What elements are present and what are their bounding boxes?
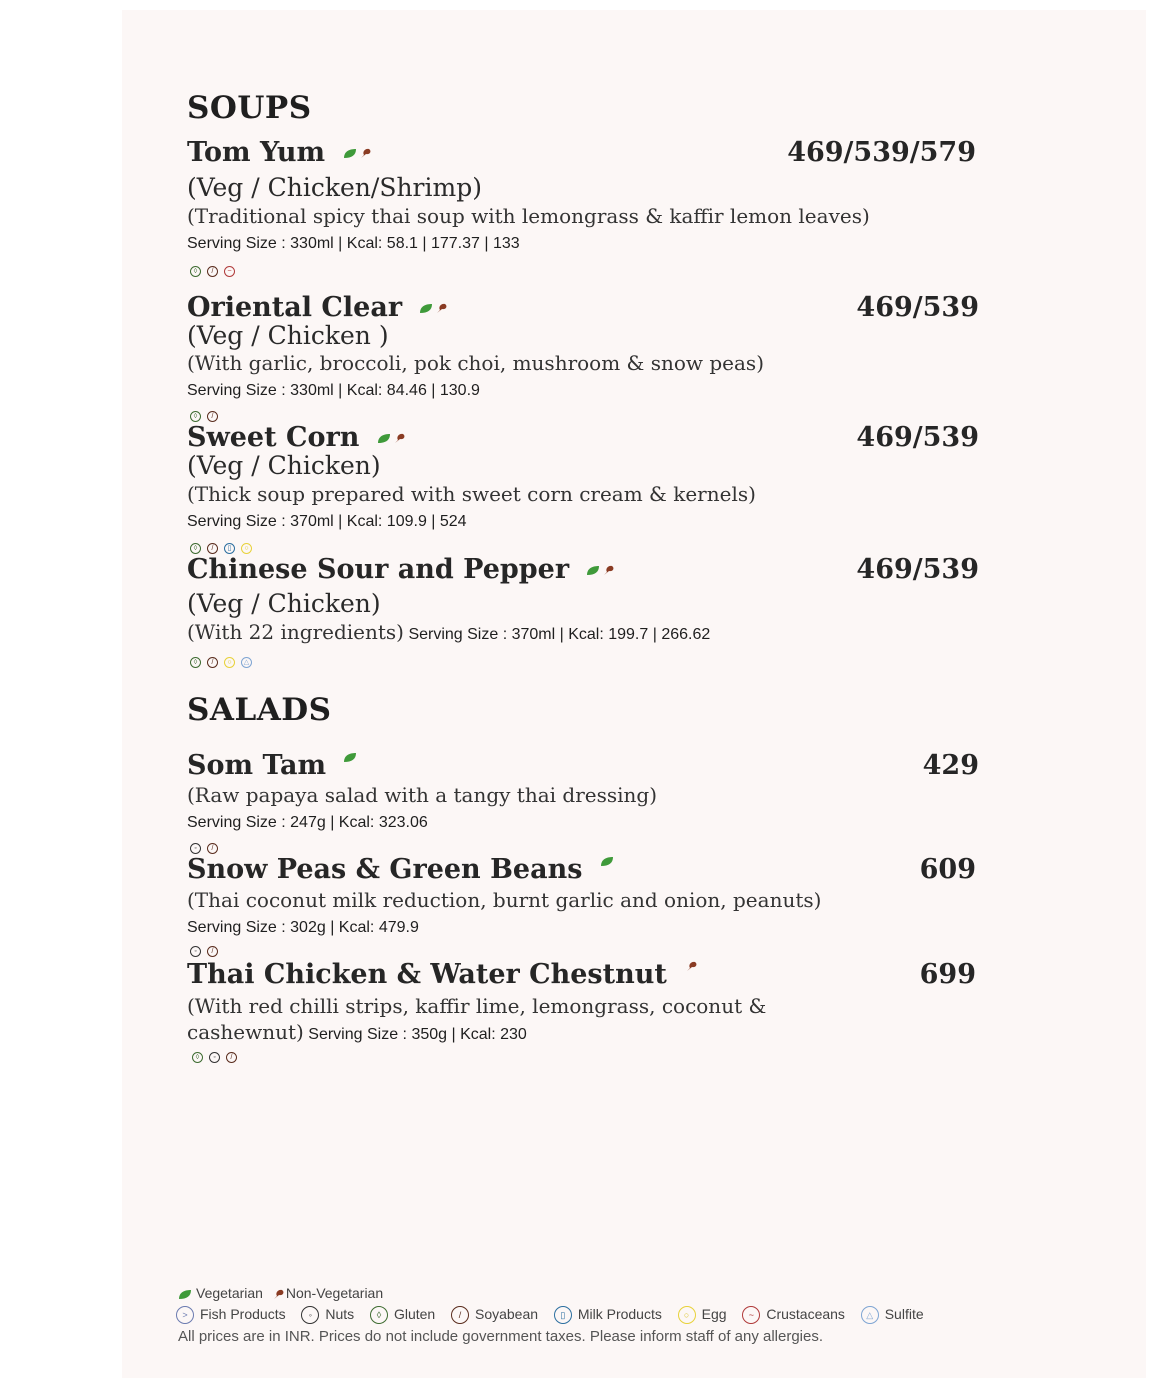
sulfite-icon: △	[241, 657, 252, 668]
non-veg-drumstick-icon	[271, 1289, 285, 1300]
legend-nuts: Nuts	[325, 1306, 355, 1322]
milk-icon: ▯	[224, 543, 235, 554]
options-sweet-corn: (Veg / Chicken)	[187, 451, 381, 480]
allergen-legend	[176, 1306, 924, 1324]
desc-oriental-clear: (With garlic, broccoli, pok choi, mushroom & snow peas)	[187, 351, 764, 375]
options-chinese-sour-pepper: (Veg / Chicken)	[187, 589, 381, 618]
dish-name-tom-yum: Tom Yum	[187, 137, 372, 168]
veg-leaf-icon	[178, 1289, 192, 1300]
allergen-row	[190, 940, 224, 958]
soybean-icon: /	[207, 411, 218, 422]
soybean-icon: /	[207, 543, 218, 554]
sulfite-icon: △	[861, 1306, 879, 1324]
veg-leaf-icon	[586, 565, 600, 576]
veg-leaf-icon	[600, 856, 614, 867]
non-veg-drumstick-icon	[358, 148, 372, 159]
allergen-row	[190, 537, 258, 555]
allergen-row	[192, 1046, 243, 1064]
legend-soybean: Soyabean	[474, 1306, 539, 1322]
options-oriental-clear: (Veg / Chicken )	[187, 321, 389, 350]
egg-icon: ○	[224, 657, 235, 668]
price-tom-yum: 469/539/579	[787, 137, 976, 168]
desc-som-tam: (Raw papaya salad with a tangy thai dressing)	[187, 783, 657, 807]
serving-snow-peas: Serving Size : 302g | Kcal: 479.9	[187, 919, 419, 936]
options-tom-yum: (Veg / Chicken/Shrimp)	[187, 173, 482, 202]
price-sweet-corn: 469/539	[856, 422, 979, 453]
desc-line-chinese-sour-pepper	[187, 620, 710, 644]
crustaceans-icon: ~	[224, 266, 235, 277]
allergen-row	[190, 651, 258, 669]
dish-name-oriental-clear: Oriental Clear	[187, 292, 448, 323]
desc-snow-peas: (Thai coconut milk reduction, burnt garlic and onion, peanuts)	[187, 888, 822, 912]
veg-leaf-icon	[343, 752, 357, 763]
soybean-icon: /	[207, 843, 218, 854]
serving-oriental-clear: Serving Size : 330ml | Kcal: 84.46 | 130.9	[187, 382, 480, 399]
desc-sweet-corn: (Thick soup prepared with sweet corn cream & kernels)	[187, 482, 756, 506]
gluten-icon: ◊	[370, 1306, 388, 1324]
dish-name-chinese-sour-pepper: Chinese Sour and Pepper	[187, 554, 615, 585]
nuts-icon: ◦	[190, 946, 201, 957]
veg-leaf-icon	[377, 433, 391, 444]
veg-leaf-icon	[419, 303, 433, 314]
desc-thai-chicken-line1: (With red chilli strips, kaffir lime, lemongrass, coconut &	[187, 994, 767, 1018]
desc-chinese-sour-pepper: (With 22 ingredients)	[187, 620, 404, 644]
egg-icon: ○	[241, 543, 252, 554]
desc-tom-yum: (Traditional spicy thai soup with lemongrass & kaffir lemon leaves)	[187, 204, 870, 228]
diet-legend	[178, 1285, 383, 1301]
legend-crustaceans: Crustaceans	[766, 1306, 845, 1322]
legend-fish: Fish Products	[200, 1306, 286, 1322]
serving-thai-chicken: Serving Size : 350g | Kcal: 230	[308, 1026, 527, 1043]
gluten-icon: ◊	[190, 266, 201, 277]
desc-thai-chicken-line2: cashewnut)	[187, 1020, 304, 1044]
nuts-icon: ◦	[209, 1052, 220, 1063]
gluten-icon: ◊	[190, 657, 201, 668]
soybean-icon: /	[451, 1306, 469, 1324]
price-note: All prices are in INR. Prices do not include government taxes. Please inform staff of any allergies.	[178, 1328, 824, 1345]
menu-page	[122, 10, 1146, 1378]
desc-line-thai-chicken	[187, 1020, 527, 1044]
fish-icon: >	[176, 1306, 194, 1324]
allergen-row	[190, 260, 241, 278]
gluten-icon: ◊	[192, 1052, 203, 1063]
serving-chinese-sour-pepper: Serving Size : 370ml | Kcal: 199.7 | 266.62	[408, 626, 711, 643]
soybean-icon: /	[207, 657, 218, 668]
crustaceans-icon: ~	[742, 1306, 760, 1324]
legend-gluten: Gluten	[393, 1306, 436, 1322]
gluten-icon: ◊	[190, 411, 201, 422]
allergen-row	[190, 837, 224, 855]
non-veg-drumstick-icon	[392, 433, 406, 444]
dish-name-thai-chicken: Thai Chicken & Water Chestnut	[187, 959, 698, 990]
price-oriental-clear: 469/539	[856, 292, 979, 323]
price-chinese-sour-pepper: 469/539	[856, 554, 979, 585]
non-veg-drumstick-icon	[684, 961, 698, 972]
price-snow-peas: 609	[919, 854, 976, 885]
gluten-icon: ◊	[190, 543, 201, 554]
non-veg-drumstick-icon	[601, 565, 615, 576]
nuts-icon: ◦	[190, 843, 201, 854]
soybean-icon: /	[207, 266, 218, 277]
serving-sweet-corn: Serving Size : 370ml | Kcal: 109.9 | 524	[187, 513, 467, 530]
legend-vegetarian: Vegetarian	[196, 1285, 263, 1301]
allergen-row	[190, 405, 224, 423]
serving-tom-yum: Serving Size : 330ml | Kcal: 58.1 | 177.37 | 133	[187, 235, 520, 252]
price-som-tam: 429	[922, 750, 979, 781]
legend-non-vegetarian: Non-Vegetarian	[285, 1285, 384, 1301]
section-title-salads: SALADS	[187, 692, 332, 728]
legend-egg: Egg	[701, 1306, 727, 1322]
soybean-icon: /	[207, 946, 218, 957]
dish-name-som-tam: Som Tam	[187, 750, 357, 781]
serving-som-tam: Serving Size : 247g | Kcal: 323.06	[187, 814, 428, 831]
nuts-icon: ◦	[301, 1306, 319, 1324]
legend-sulfite: Sulfite	[884, 1306, 924, 1322]
veg-leaf-icon	[343, 148, 357, 159]
soybean-icon: /	[226, 1052, 237, 1063]
milk-icon: ▯	[554, 1306, 572, 1324]
legend-milk: Milk Products	[577, 1306, 662, 1322]
non-veg-drumstick-icon	[434, 303, 448, 314]
dish-name-sweet-corn: Sweet Corn	[187, 422, 406, 453]
dish-name-snow-peas: Snow Peas & Green Beans	[187, 854, 614, 885]
price-thai-chicken: 699	[919, 959, 976, 990]
section-title-soups: SOUPS	[187, 90, 312, 126]
egg-icon: ○	[678, 1306, 696, 1324]
